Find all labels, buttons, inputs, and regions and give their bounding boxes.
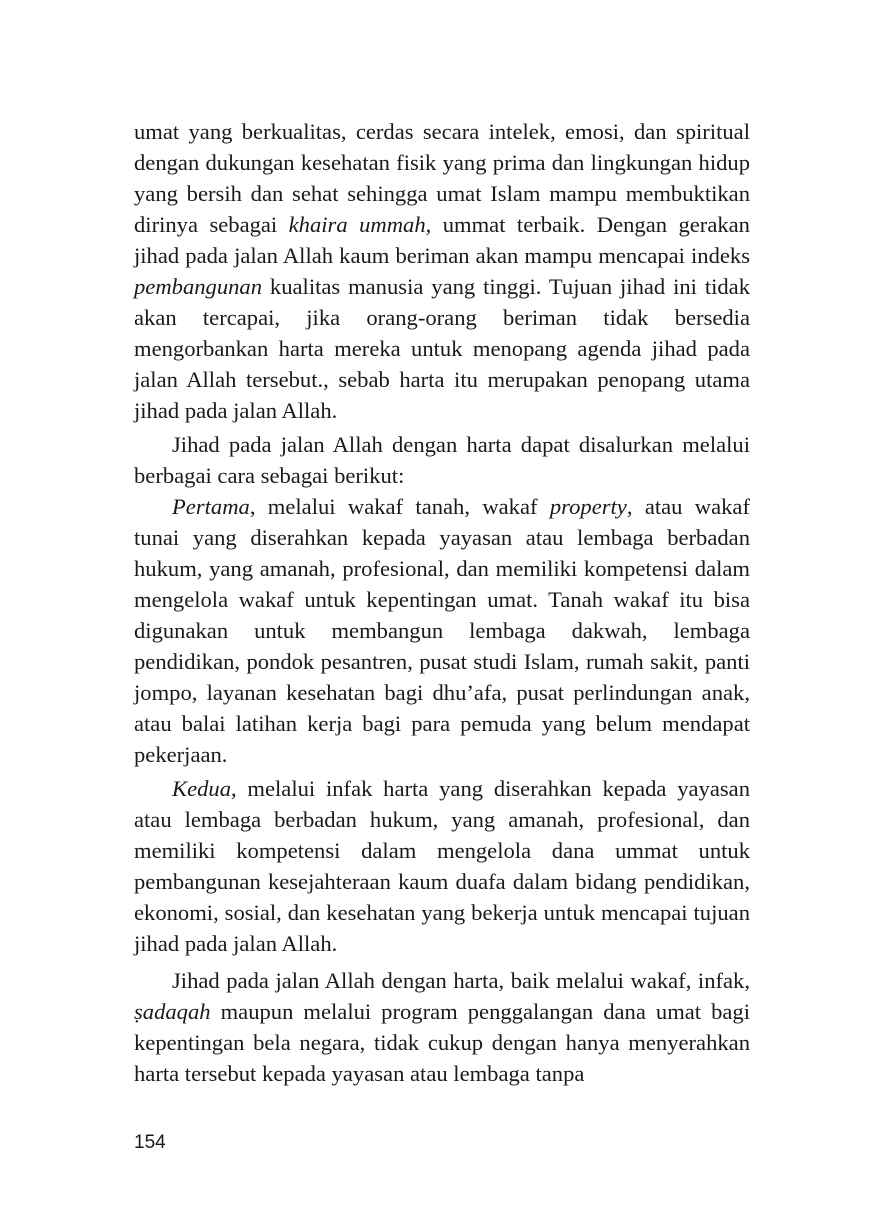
text-run: , atau wakaf tunai yang diserahkan kepada yayasan atau lembaga berbadan hukum, yang amanah, profesional, dan memiliki kompetensi dalam mengelola wakaf untuk kepentingan umat. Tanah wakaf itu bisa digunakan untuk membangun lembaga dakwah, lembaga pendidikan, pondok pesantren, pusat studi Islam, rumah sakit, panti jompo, layanan kesehatan bagi dhu’afa, pusat perlindungan anak, atau balai latihan kerja bagi para pemuda yang belum mendapat pekerjaan. xyxy=(134,494,750,767)
text-run: umat yang berkualitas, cerdas secara intelek, emosi, dan spiritual dengan dukungan kesehatan fisik yang prima dan lingkungan hidup yang bersih dan sehat sehingga umat Islam mampu membuktikan dirinya sebagai xyxy=(134,119,750,237)
paragraph-jihad-harta xyxy=(134,965,750,1089)
italic-term-kedua: Kedua xyxy=(172,776,231,801)
text-run: Jihad pada jalan Allah dengan harta dapat disalurkan melalui berbagai cara sebagai berikut: xyxy=(134,432,750,488)
text-run: maupun melalui program penggalangan dana umat bagi kepentingan bela negara, tidak cukup dengan hanya menyerahkan harta tersebut kepada yayasan atau lembaga tanpa xyxy=(134,999,750,1086)
italic-term-pertama: Pertama xyxy=(172,494,250,519)
italic-term-pembangunan: pembangunan xyxy=(134,274,263,299)
italic-term-khaira-ummah: khaira ummah xyxy=(288,212,426,237)
paragraph-pertama xyxy=(134,491,750,770)
text-run: , melalui infak harta yang diserahkan kepada yayasan atau lembaga berbadan hukum, yang amanah, profesional, dan memiliki kompetensi dalam mengelola dana ummat untuk pembangunan kesejahteraan kaum duafa dalam bidang pendidikan, ekonomi, sosial, dan kesehatan yang bekerja untuk mencapai tujuan jihad pada jalan Allah. xyxy=(134,776,750,956)
paragraph-continuation xyxy=(134,116,750,426)
text-run: Jihad pada jalan Allah dengan harta, baik melalui wakaf, infak, xyxy=(172,968,750,993)
paragraph-kedua xyxy=(134,773,750,959)
paragraph-intro-ways xyxy=(134,429,750,491)
text-run: , melalui wakaf tanah, wakaf xyxy=(249,494,550,519)
italic-term-property: property xyxy=(549,494,627,519)
text-run: kualitas manusia yang tinggi. Tujuan jihad ini tidak akan tercapai, jika orang-orang beriman tidak bersedia mengorbankan harta mereka untuk menopang agenda jihad pada jalan Allah tersebut., sebab harta itu merupakan penopang utama jihad pada jalan Allah. xyxy=(134,274,750,423)
body-text xyxy=(134,116,750,1089)
text-run: , ummat terbaik. Dengan gerakan jihad pada jalan Allah kaum beriman akan mampu mencapai indeks xyxy=(134,212,750,268)
italic-term-sadaqah: ṣadaqah xyxy=(134,999,211,1024)
page-number: 154 xyxy=(134,1132,166,1153)
